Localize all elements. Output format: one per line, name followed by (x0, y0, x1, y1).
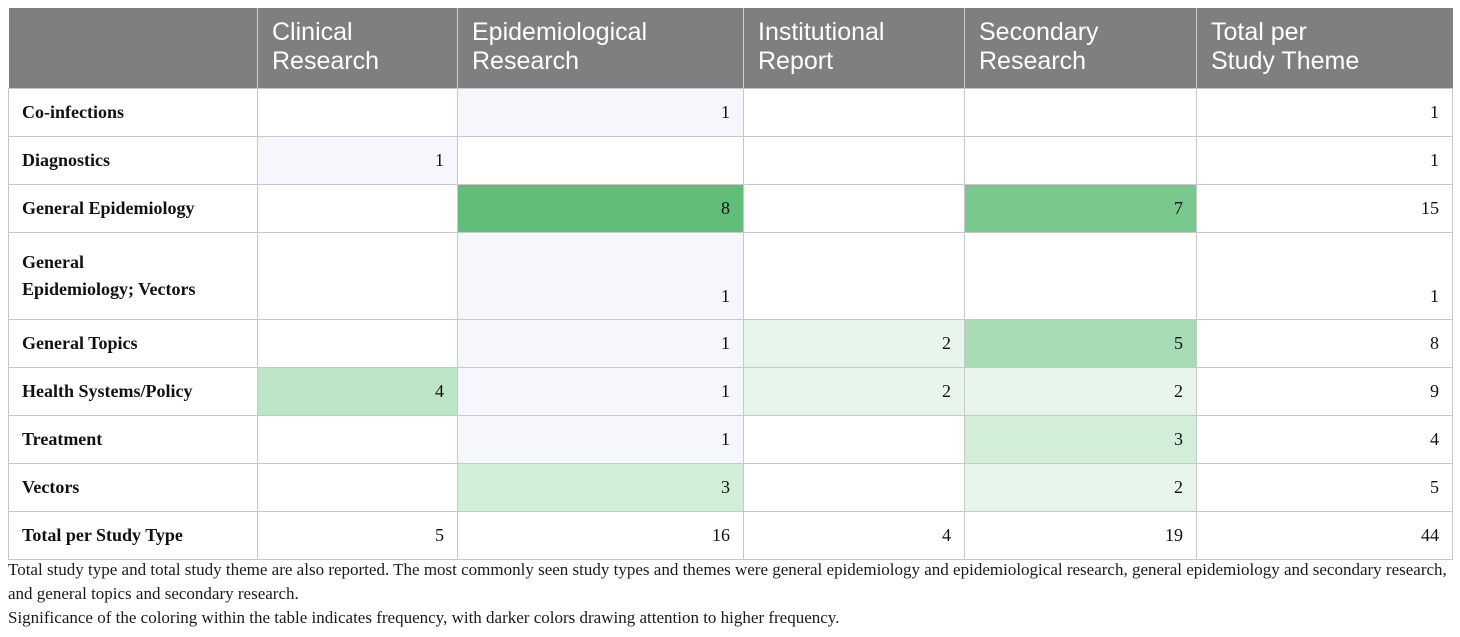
table-cell (258, 320, 458, 368)
table-row (9, 368, 1453, 416)
table-cell: 4 (1197, 416, 1453, 464)
table-row (9, 320, 1453, 368)
table-cell: 5 (1197, 464, 1453, 512)
table-cell (258, 416, 458, 464)
table-cell (744, 416, 965, 464)
table-cell: 7 (965, 185, 1197, 233)
table-cell (744, 464, 965, 512)
table-cell: 2 (965, 368, 1197, 416)
table-cell: 1 (458, 368, 744, 416)
table-footnote (8, 558, 1456, 630)
table-cell: 19 (965, 512, 1197, 560)
table-cell (258, 89, 458, 137)
study-table-container (8, 8, 1452, 560)
table-cell (744, 89, 965, 137)
footnote-line-1: Total study type and total study theme are also reported. The most commonly seen study types and themes were general epidemiology and epidemiological research, general epidemiology and secondary research, and general topics and secondary research. (8, 560, 1447, 603)
table-cell: 5 (965, 320, 1197, 368)
table-header-row (9, 8, 1453, 89)
column-header: Clinical Research (258, 8, 458, 89)
column-header: Epidemiological Research (458, 8, 744, 89)
table-cell (744, 233, 965, 320)
table-cell: 1 (458, 233, 744, 320)
table-cell (965, 89, 1197, 137)
row-label: General Epidemiology; Vectors (9, 233, 258, 320)
footnote-line-2: Significance of the coloring within the table indicates frequency, with darker colors drawing attention to higher frequency. (8, 608, 840, 627)
table-cell: 1 (1197, 233, 1453, 320)
table-cell: 44 (1197, 512, 1453, 560)
row-label: General Epidemiology (9, 185, 258, 233)
study-type-theme-table (8, 8, 1453, 560)
column-header: Secondary Research (965, 8, 1197, 89)
table-cell: 1 (1197, 137, 1453, 185)
row-label: Co-infections (9, 89, 258, 137)
table-cell: 1 (458, 416, 744, 464)
row-label: General Topics (9, 320, 258, 368)
header-corner (9, 8, 258, 89)
row-label: Vectors (9, 464, 258, 512)
table-cell (965, 137, 1197, 185)
table-cell (744, 185, 965, 233)
table-row (9, 185, 1453, 233)
row-label: Total per Study Type (9, 512, 258, 560)
table-row (9, 464, 1453, 512)
table-cell: 2 (744, 368, 965, 416)
table-cell: 8 (1197, 320, 1453, 368)
table-cell: 4 (258, 368, 458, 416)
table-row (9, 137, 1453, 185)
table-row (9, 512, 1453, 560)
table-cell (744, 137, 965, 185)
table-cell: 1 (1197, 89, 1453, 137)
table-cell: 3 (458, 464, 744, 512)
row-label: Diagnostics (9, 137, 258, 185)
table-cell (965, 233, 1197, 320)
table-row (9, 89, 1453, 137)
table-cell (258, 464, 458, 512)
table-cell: 2 (965, 464, 1197, 512)
table-cell: 15 (1197, 185, 1453, 233)
table-cell: 4 (744, 512, 965, 560)
table-cell: 3 (965, 416, 1197, 464)
table-cell: 5 (258, 512, 458, 560)
table-cell (258, 185, 458, 233)
table-cell: 16 (458, 512, 744, 560)
row-label: Health Systems/Policy (9, 368, 258, 416)
table-body (9, 89, 1453, 560)
table-row (9, 416, 1453, 464)
row-label: Treatment (9, 416, 258, 464)
table-cell: 2 (744, 320, 965, 368)
table-cell: 1 (258, 137, 458, 185)
table-cell (258, 233, 458, 320)
table-cell: 9 (1197, 368, 1453, 416)
table-cell: 1 (458, 320, 744, 368)
column-header: Total per Study Theme (1197, 8, 1453, 89)
table-row (9, 233, 1453, 320)
table-cell (458, 137, 744, 185)
table-cell: 8 (458, 185, 744, 233)
column-header: Institutional Report (744, 8, 965, 89)
table-cell: 1 (458, 89, 744, 137)
